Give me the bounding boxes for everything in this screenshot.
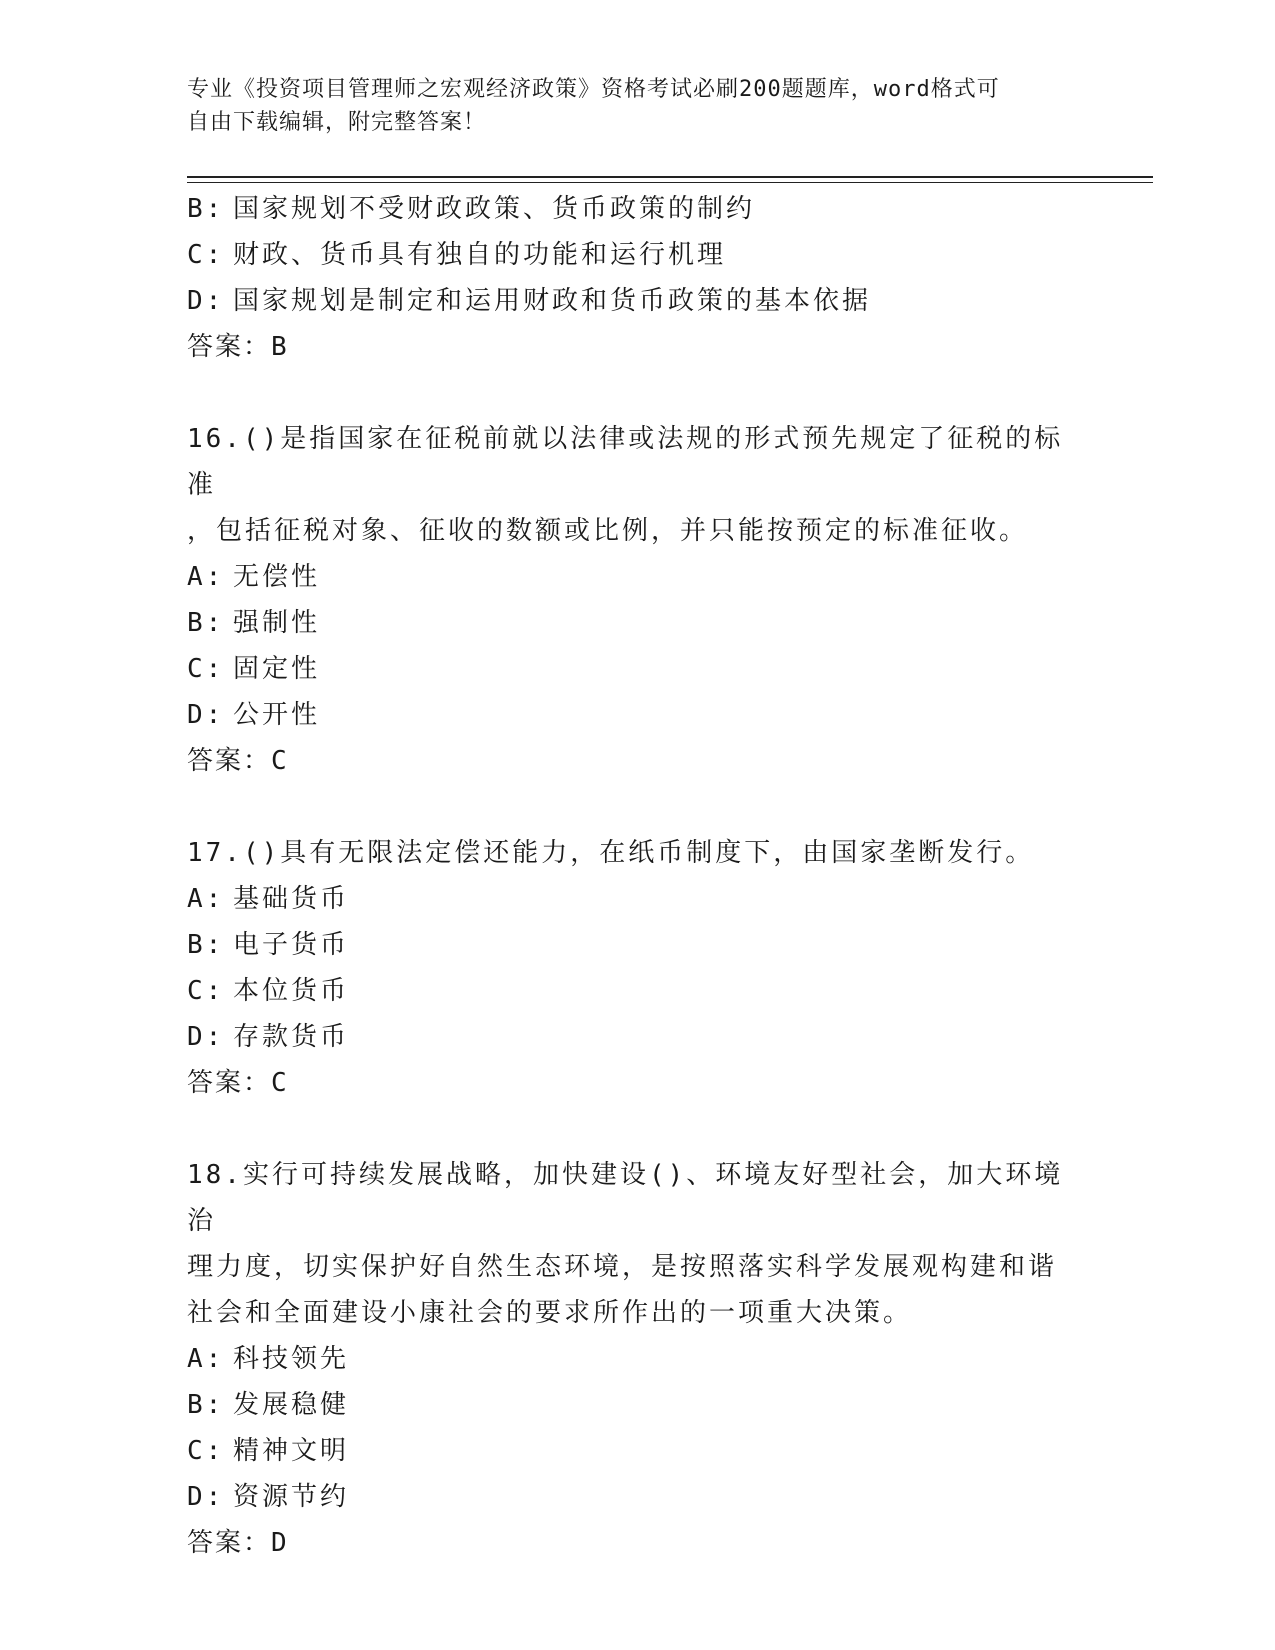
option-letter: B:	[187, 608, 225, 638]
option-b	[187, 186, 1087, 232]
option-letter: B:	[187, 930, 225, 960]
question-text-line: 17.()具有无限法定偿还能力，在纸币制度下，由国家垄断发行。	[187, 838, 1035, 868]
question-text-line: 理力度，切实保护好自然生态环境，是按照落实科学发展观构建和谐	[187, 1252, 1058, 1282]
question-text-line: 社会和全面建设小康社会的要求所作出的一项重大决策。	[187, 1298, 913, 1328]
option-letter: D:	[187, 286, 225, 316]
option-letter: A:	[187, 562, 225, 592]
answer-line: 答案：C	[187, 1068, 289, 1098]
question-18	[187, 1152, 1087, 1566]
option-d	[187, 692, 1087, 738]
option-b	[187, 922, 1087, 968]
option-text: 财政、货币具有独自的功能和运行机理	[233, 240, 727, 270]
option-text: 科技领先	[233, 1344, 350, 1374]
option-a	[187, 554, 1087, 600]
option-text: 无偿性	[233, 562, 321, 592]
option-c	[187, 1428, 1087, 1474]
option-d	[187, 1014, 1087, 1060]
option-letter: C:	[187, 976, 225, 1006]
option-d	[187, 278, 1087, 324]
option-text: 国家规划是制定和运用财政和货币政策的基本依据	[233, 286, 872, 316]
option-b	[187, 600, 1087, 646]
header-divider-thin	[187, 182, 1153, 183]
prev-question-block	[187, 186, 1087, 370]
option-text: 资源节约	[233, 1482, 350, 1512]
question-text-line: 16.()是指国家在征税前就以法律或法规的形式预先规定了征税的标准	[187, 424, 1064, 500]
option-letter: A:	[187, 1344, 225, 1374]
option-text: 国家规划不受财政政策、货币政策的制约	[233, 194, 756, 224]
option-a	[187, 876, 1087, 922]
option-text: 发展稳健	[233, 1390, 350, 1420]
header-line-2: 自由下载编辑，附完整答案！	[187, 110, 487, 135]
option-letter: B:	[187, 194, 225, 224]
question-text-line: 18.实行可持续发展战略，加快建设()、环境友好型社会，加大环境治	[187, 1160, 1064, 1236]
option-a	[187, 1336, 1087, 1382]
option-letter: D:	[187, 1482, 225, 1512]
option-text: 存款货币	[233, 1022, 350, 1052]
header-line-1: 专业《投资项目管理师之宏观经济政策》资格考试必刷200题题库，word格式可	[187, 77, 1000, 102]
answer-line: 答案：B	[187, 332, 289, 362]
option-letter: A:	[187, 884, 225, 914]
document-header	[187, 73, 1067, 139]
option-c	[187, 232, 1087, 278]
option-letter: D:	[187, 1022, 225, 1052]
answer-line: 答案：D	[187, 1528, 289, 1558]
document-body	[187, 186, 1087, 1566]
option-c	[187, 968, 1087, 1014]
option-text: 精神文明	[233, 1436, 350, 1466]
option-letter: D:	[187, 700, 225, 730]
option-letter: B:	[187, 1390, 225, 1420]
option-text: 电子货币	[233, 930, 350, 960]
option-text: 本位货币	[233, 976, 350, 1006]
option-letter: C:	[187, 1436, 225, 1466]
option-text: 公开性	[233, 700, 321, 730]
option-letter: C:	[187, 654, 225, 684]
option-c	[187, 646, 1087, 692]
answer-line: 答案：C	[187, 746, 289, 776]
option-text: 固定性	[233, 654, 321, 684]
question-text-line: ，包括征税对象、征收的数额或比例，并只能按预定的标准征收。	[187, 516, 1029, 546]
option-text: 基础货币	[233, 884, 350, 914]
option-d	[187, 1474, 1087, 1520]
option-letter: C:	[187, 240, 225, 270]
option-b	[187, 1382, 1087, 1428]
question-16	[187, 416, 1087, 784]
question-17	[187, 830, 1087, 1106]
header-divider	[187, 176, 1153, 178]
option-text: 强制性	[233, 608, 321, 638]
